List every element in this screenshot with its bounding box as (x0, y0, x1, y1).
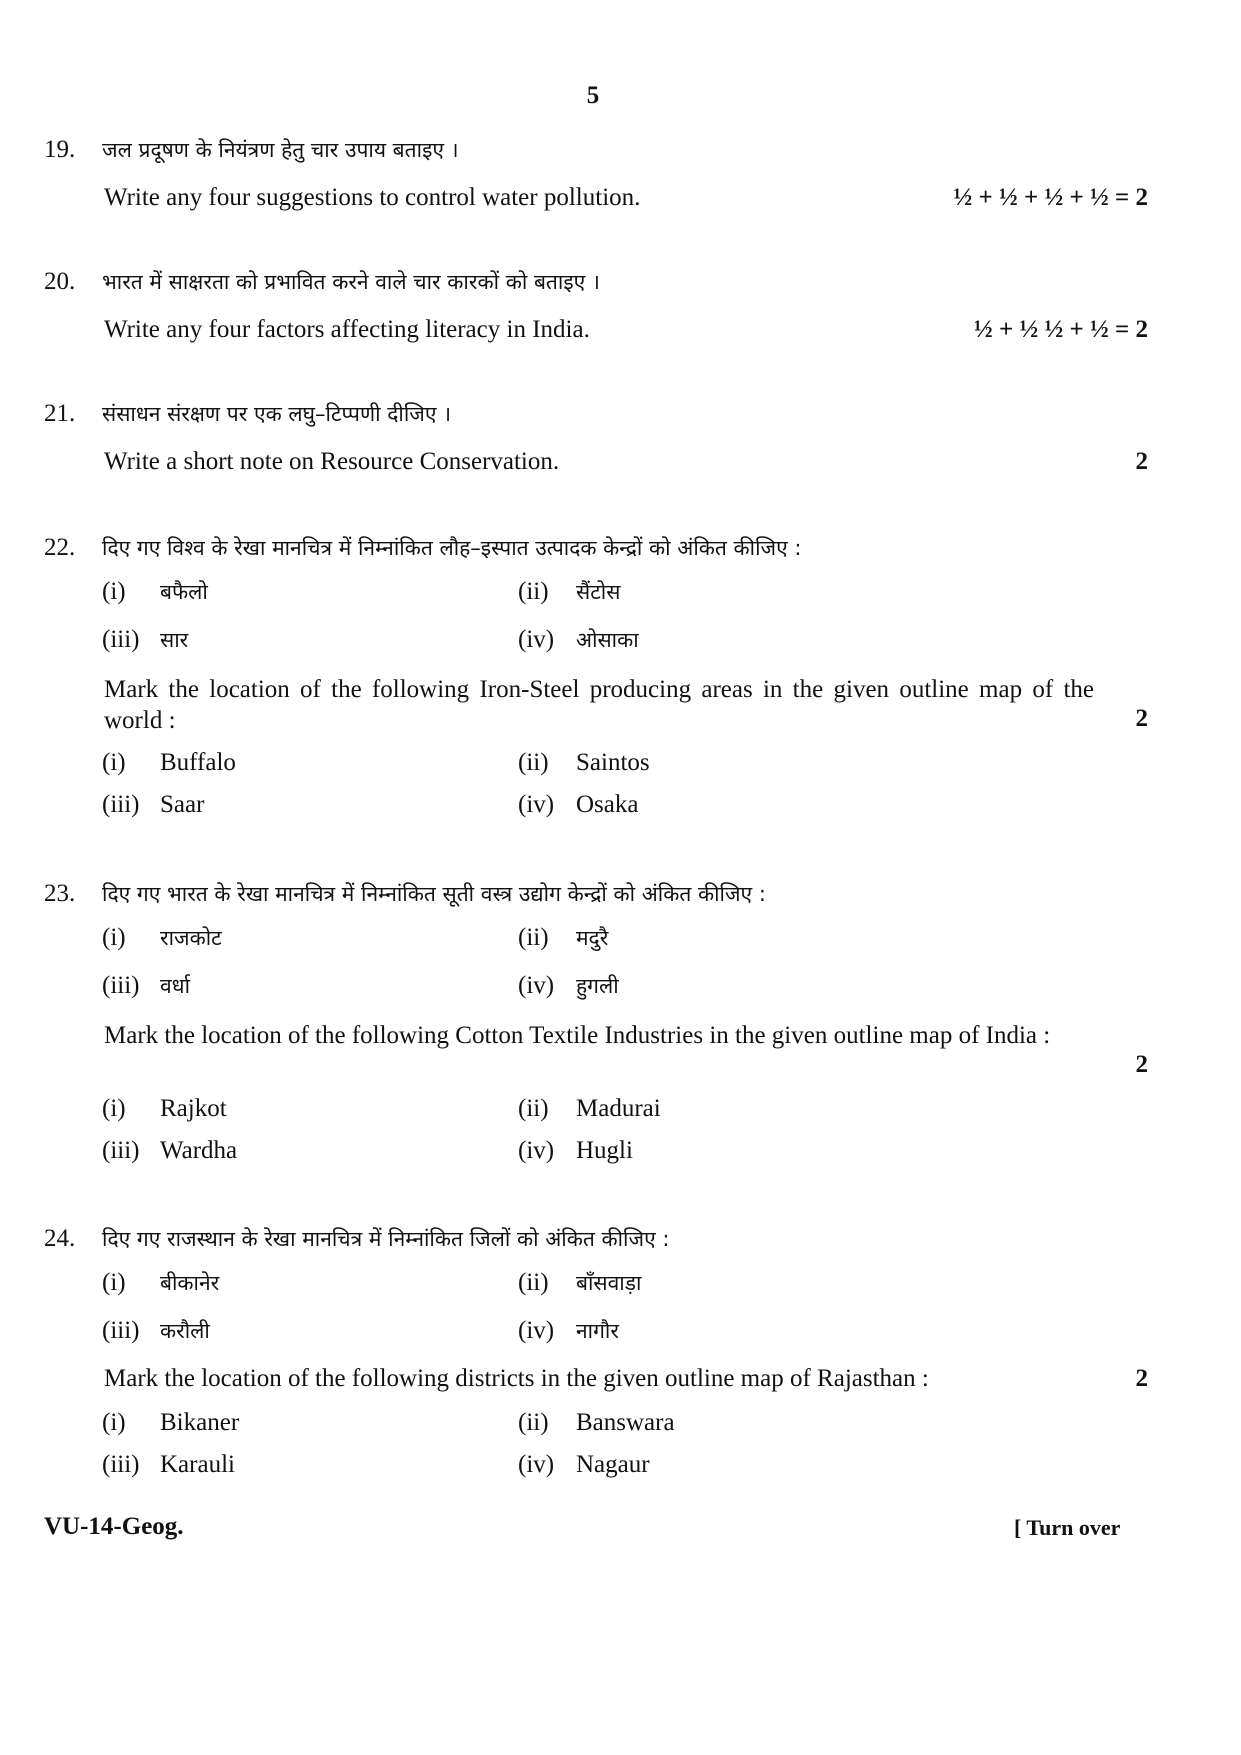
option-value: Madurai (576, 1095, 661, 1122)
english-option (518, 1095, 661, 1123)
question-text-english: Write any four suggestions to control water pollution. (104, 184, 641, 211)
option-label: (ii) (518, 1095, 549, 1122)
marks: ½ + ½ + ½ + ½ = 2 (953, 184, 1148, 211)
option-label: (iii) (102, 1137, 140, 1164)
hindi-option (102, 924, 222, 952)
paper-code: VU-14-Geog. (44, 1513, 184, 1540)
english-option (518, 749, 650, 777)
english-option (102, 749, 236, 777)
option-value: Nagaur (576, 1451, 650, 1478)
option-value: नागौर (576, 1319, 619, 1343)
option-label: (ii) (518, 1409, 549, 1436)
question-text-english: Mark the location of the following Iron-Steel producing areas in the given outline map of the world : (104, 676, 1094, 734)
question-number: 22. (44, 534, 76, 561)
option-label: (iii) (102, 1451, 140, 1478)
option-label: (i) (102, 1269, 126, 1296)
option-label: (iii) (102, 972, 140, 999)
option-value: सार (160, 628, 189, 652)
question-text-english: Mark the location of the following districts in the given outline map of Rajasthan : (104, 1365, 929, 1392)
english-option (102, 1137, 237, 1165)
page-number: 5 (586, 82, 600, 109)
english-option (518, 1137, 633, 1165)
option-value: वर्धा (160, 974, 191, 998)
marks: 2 (1135, 1365, 1148, 1392)
question-text-hindi: दिए गए विश्व के रेखा मानचित्र में निम्नांकित लौह–इस्पात उत्पादक केन्द्रों को अंकित कीजिए : (102, 536, 802, 560)
hindi-option (102, 626, 188, 654)
question-text-english: Mark the location of the following Cotton Textile Industries in the given outline map of India : (104, 1022, 1051, 1049)
hindi-option (102, 1317, 210, 1345)
option-value: Banswara (576, 1409, 675, 1436)
hindi-option (102, 1269, 219, 1297)
option-label: (ii) (518, 749, 549, 776)
option-value: Buffalo (160, 749, 236, 776)
question-text-hindi: दिए गए राजस्थान के रेखा मानचित्र में निम्नांकित जिलों को अंकित कीजिए : (102, 1227, 670, 1251)
question-text-hindi: भारत में साक्षरता को प्रभावित करने वाले चार कारकों को बताइए । (102, 270, 600, 294)
english-option (518, 1451, 650, 1479)
option-value: हुगली (576, 974, 619, 998)
option-label: (iv) (518, 1451, 555, 1478)
option-label: (iii) (102, 626, 140, 653)
option-label: (iv) (518, 1317, 555, 1344)
hindi-option (102, 972, 190, 1000)
option-value: Saintos (576, 749, 650, 776)
marks: 2 (1135, 1051, 1148, 1078)
option-value: बाँसवाड़ा (576, 1271, 642, 1295)
turn-over-label: [ Turn over (1014, 1515, 1121, 1540)
option-value: Karauli (160, 1451, 235, 1478)
option-label: (ii) (518, 1269, 549, 1296)
option-value: मदुरै (576, 926, 609, 950)
hindi-option (518, 626, 639, 654)
option-label: (i) (102, 749, 126, 776)
question-number: 20. (44, 268, 76, 295)
option-label: (ii) (518, 924, 549, 951)
option-value: सैंटोस (576, 580, 621, 604)
hindi-option (518, 578, 620, 606)
question-number: 23. (44, 880, 76, 907)
hindi-option (518, 1317, 619, 1345)
option-value: Hugli (576, 1137, 633, 1164)
question-text-hindi: संसाधन संरक्षण पर एक लघु–टिप्पणी दीजिए । (102, 402, 452, 426)
option-value: Rajkot (160, 1095, 227, 1122)
option-label: (iii) (102, 1317, 140, 1344)
option-value: Wardha (160, 1137, 238, 1164)
english-option (102, 791, 204, 819)
option-value: बफैलो (160, 580, 208, 604)
marks: ½ + ½ ½ + ½ = 2 (974, 316, 1148, 343)
option-value: ओसाका (576, 628, 639, 652)
question-text-hindi: जल प्रदूषण के नियंत्रण हेतु चार उपाय बताइए । (102, 138, 459, 162)
hindi-option (518, 972, 619, 1000)
english-option (102, 1409, 239, 1437)
option-value: बीकानेर (160, 1271, 220, 1295)
question-text-hindi: दिए गए भारत के रेखा मानचित्र में निम्नांकित सूती वस्त्र उद्योग केन्द्रों को अंकित कीजिए : (102, 882, 766, 906)
marks: 2 (1135, 705, 1148, 732)
question-number: 19. (44, 136, 76, 163)
hindi-option (518, 924, 608, 952)
question-number: 21. (44, 400, 76, 427)
english-option (518, 1409, 675, 1437)
option-label: (i) (102, 1095, 126, 1122)
question-text-english: Write any four factors affecting literacy in India. (104, 316, 590, 343)
option-value: करौली (160, 1319, 210, 1343)
question-number: 24. (44, 1225, 76, 1252)
option-label: (ii) (518, 578, 549, 605)
english-option (102, 1095, 227, 1123)
option-label: (i) (102, 578, 126, 605)
option-label: (iv) (518, 972, 555, 999)
english-option (518, 791, 638, 819)
option-value: Bikaner (160, 1409, 240, 1436)
option-label: (i) (102, 1409, 126, 1436)
english-option (102, 1451, 235, 1479)
hindi-option (102, 578, 208, 606)
option-label: (iv) (518, 1137, 555, 1164)
marks: 2 (1135, 448, 1148, 475)
option-value: Osaka (576, 791, 639, 818)
hindi-option (518, 1269, 641, 1297)
option-label: (iv) (518, 791, 555, 818)
option-label: (i) (102, 924, 126, 951)
option-value: Saar (160, 791, 205, 818)
option-label: (iv) (518, 626, 555, 653)
option-value: राजकोट (160, 926, 222, 950)
option-label: (iii) (102, 791, 140, 818)
question-text-english: Write a short note on Resource Conservation. (104, 448, 560, 475)
